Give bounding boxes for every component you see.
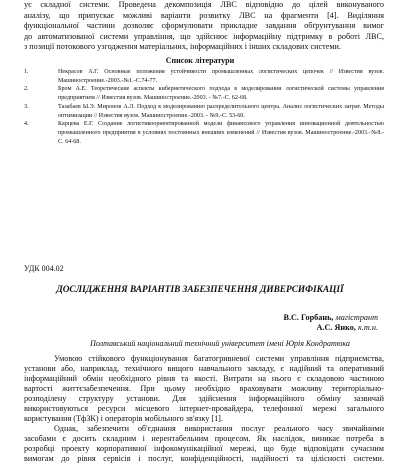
intro-line: до автоматизованої системи управління, що здійснює інформаційну підтримку в роботі ЛВС,	[24, 31, 384, 41]
reference-number: 4.	[24, 121, 29, 128]
authors-block	[18, 313, 378, 333]
author-name: В.С. Горбань,	[283, 313, 334, 322]
intro-paragraph	[24, 0, 384, 53]
author-name: А.С. Янко,	[316, 323, 356, 332]
body-line: користування (ТфЗК) і операторів мобільного зв'язку [1].	[24, 414, 223, 423]
body-line: вартості життєзабезпечення. При цьому необхідно враховувати можливу територіально-	[24, 384, 384, 393]
body-line: Умовою стійкового функціонування багатогривневої системи управління підприємства,	[54, 354, 384, 363]
reference-text: Тазабаев Ы.Э. Миронов А.Л. Подход к моделированию распределительного центра. Анализ логистических затрат. Методы оптимизации // Известия вузов. Машиностроение.-2003. - №9.-С. 53-60.	[58, 103, 384, 119]
reference-number: 1.	[24, 69, 29, 75]
references-heading: Список літератури	[165, 56, 235, 65]
body-line: вимогам до рівня сервісів і послуг, конфіденційності, надійності та цілісності системи.	[24, 454, 384, 463]
reference-item	[24, 103, 384, 120]
affiliation: Полтавський національний технічний університет імені Юрія Кондратюка	[90, 339, 350, 348]
intro-line: ує складної системи. Проведена декомпозиція ЛВС відповідно до цілей виконуваного	[24, 0, 384, 9]
body-line: Однак, забезпечити об'єднання використання послуг реального часу звичайними	[54, 424, 384, 433]
article-title: ДОСЛІДЖЕННЯ ВАРІАНТІВ ЗАБЕЗПЕЧЕННЯ ДИВЕРСИФІКАЦІЇ	[56, 285, 344, 295]
author-line	[18, 323, 378, 333]
body-line: розробці проекту корпоративної інфокомунікаційної мережі, що буде відповідати сучасним	[24, 444, 384, 453]
reference-text: Карцева Е.Г. Создание логистикоориентированной модели финансового управления инновационной деятельностью промышленного предприятия в условиях постоянных внешних изменений // Известия вузов. Машиностроение.-2003.-№8.-С. 64-68.	[58, 121, 384, 145]
author-role: к.т.н.	[355, 323, 378, 332]
author-role: магістрант	[333, 313, 378, 322]
reference-number: 2.	[24, 86, 29, 93]
body-line: використовуються ресурси місцевого інтернет-провайдера, телефонної мережі загального	[24, 404, 384, 413]
references-list	[24, 68, 384, 146]
reference-number: 3.	[24, 103, 29, 110]
udc-code: УДК 004.02	[24, 264, 64, 273]
intro-line: з позиції потокового узгодження матеріальних, інформаційних і інших складових системи.	[24, 42, 341, 52]
reference-text: Некрасов А.Г. Основные положения устойчивости промышленных логистических цепочек // Известия вузов. Машиностроение.-2003.-№1.-С.74-77.	[58, 69, 384, 84]
reference-text: Бром А.Е. Теоретические аспекты кибернетического подхода в моделировании логистической системы управления предприятием // Известия вузов. Машиностроение.-2003. - №7.-С. 62-68.	[58, 86, 384, 102]
reference-item	[24, 120, 384, 146]
body-text	[24, 354, 384, 464]
reference-item	[24, 85, 384, 102]
intro-line: функціональної частини дозволяє сформулювати прикладне завдання обґрунтування вимог	[24, 21, 384, 31]
body-line: засобами є досить складним і нерентабельним процесом. Як наслідок, виникає потреба в	[24, 434, 384, 443]
body-line: розподілену структуру установи. Для здійснення інформаційного обміну зазвичай	[24, 394, 384, 403]
intro-line: аналізу, що припускає можливі варіанти розвитку ЛВС на фрагменти [4]. Виділяння	[24, 10, 384, 20]
body-line: установи або, наприклад, технічного вищого навчального закладу, є надійний та оперативний	[24, 364, 384, 373]
author-line	[18, 313, 378, 323]
body-line: інформаційний обмін необхідного рівня та якості. Витрати на нього є складовою частиною	[24, 374, 384, 383]
reference-item	[24, 68, 384, 85]
